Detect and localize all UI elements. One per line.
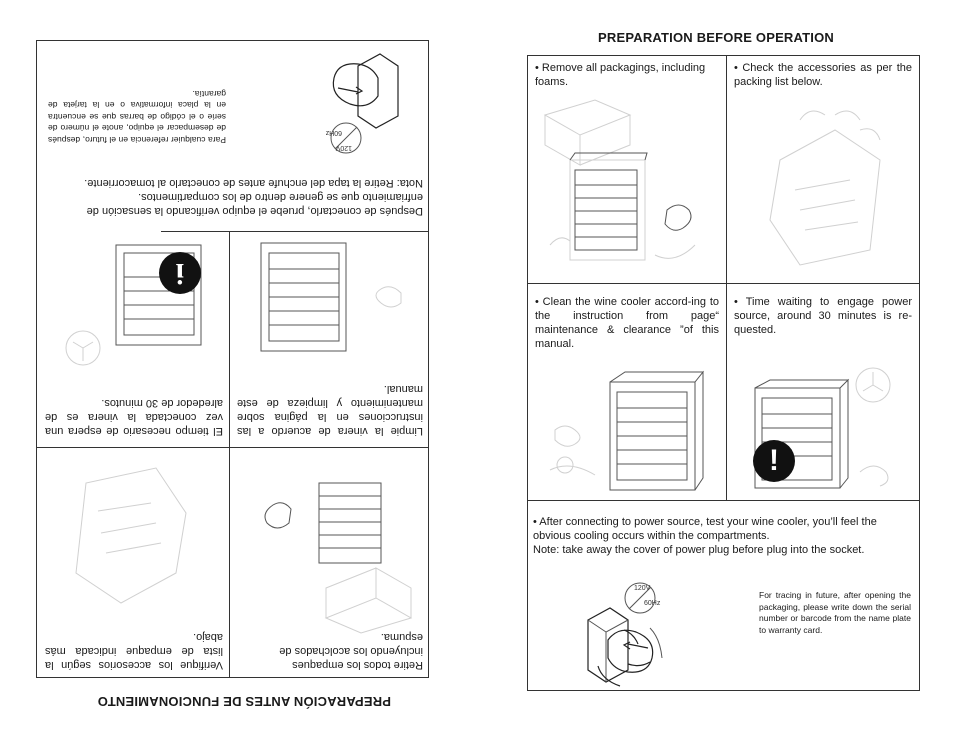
step-clean-cooler: • Clean the wine cooler accord-ing to the instruction from page“ maintenance & clearance ”of this manual. xyxy=(535,296,719,350)
step-clean-cooler-es: Limpie la vinera de acuerdo a las instrucciones en la página sobre mantenimiento y limpieza de este manual. xyxy=(237,383,423,437)
step-test-cooling-es: Después de conectarlo, pruebe el equipo verificando la sensación de enfriamiento que se genere dentro de los compartimentos. xyxy=(86,191,423,217)
unpacking-illustration-es xyxy=(236,458,421,638)
tracing-note: For tracing in future, after opening the packaging, please write down the serial number or barcode from the name plate to warranty card. xyxy=(759,590,911,635)
left-page-rotated xyxy=(0,0,466,738)
step-test-cooling: • After connecting to power source, test your wine cooler, you’ll feel the obvious cooling occurs within the compartments. xyxy=(533,516,877,542)
plug-note-es: Nota: Retire la tapa del enchufe antes de conectarlo al tomacorriente. xyxy=(84,177,423,189)
step-wait-power-es: El tiempo necesario de espera una vez conectada la vinera es de alrededor de 30 minutos. xyxy=(45,397,223,437)
unpacking-illustration xyxy=(535,95,720,275)
divider xyxy=(527,283,920,284)
tracing-note-es: Para cualquier referencia en el futuro, después de desempacar el equipo, anote el número de serie o el código de barras que se encuentra en la placa informativa o en la tarjeta de garantía. xyxy=(48,89,226,145)
exclamation-icon: ! xyxy=(753,440,795,482)
step-check-accessories-es: Verifique los accesorios según la lista de empaque indicada más abajo. xyxy=(45,631,223,671)
page-title: PREPARATION BEFORE OPERATION xyxy=(598,30,835,45)
accessories-illustration-es xyxy=(46,463,216,633)
accessories-illustration xyxy=(740,100,910,270)
page-title-es: PREPARACIÓN ANTES DE FUNCIONAMIENTO xyxy=(97,694,391,709)
divider xyxy=(527,500,920,501)
step-wait-power: • Time waiting to engage power source, around 30 minutes is re-quested. xyxy=(734,296,912,336)
plug-illustration xyxy=(580,578,680,688)
info-icon: i xyxy=(159,252,201,294)
plug-voltage-label: 120V xyxy=(634,585,651,592)
cleaning-illustration xyxy=(535,360,720,500)
divider xyxy=(726,55,727,501)
plug-frequency-label-es: 60Hz xyxy=(325,129,342,136)
step-check-accessories: • Check the accessories as per the packing list below. xyxy=(734,62,912,88)
divider xyxy=(161,231,429,232)
step-remove-packaging-es: Retire todos los empaques incluyendo los acolchados de espuma. xyxy=(279,631,423,671)
divider xyxy=(36,447,429,448)
step-remove-packaging: • Remove all packagings, including foams. xyxy=(535,62,706,88)
plug-note: Note: take away the cover of power plug before plug into the socket. xyxy=(533,544,865,556)
divider xyxy=(229,232,230,678)
plug-voltage-label-es: 120V xyxy=(335,144,352,151)
cleaning-illustration-es xyxy=(236,233,421,373)
plug-illustration-es xyxy=(306,48,406,158)
plug-frequency-label: 60Hz xyxy=(644,600,661,607)
